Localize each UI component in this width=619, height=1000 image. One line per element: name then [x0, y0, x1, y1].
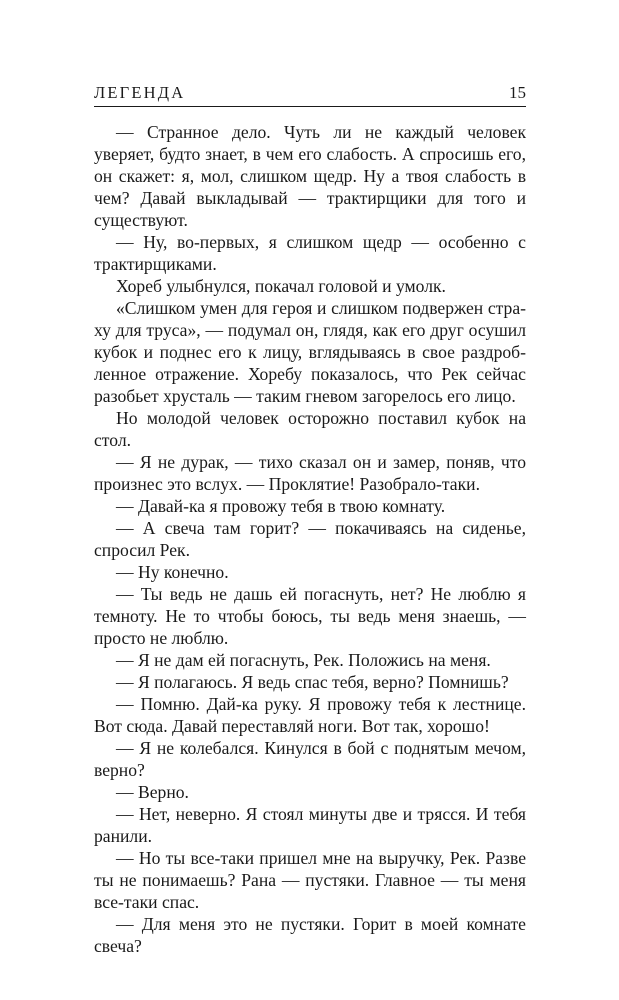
paragraph: — Верно. — [116, 782, 189, 802]
paragraph: — Я не дам ей погаснуть, Рек. Положись на меня. — [116, 650, 491, 670]
paragraph: — Я не колебался. Кинулся в бой с поднятым мечом, верно? — [94, 738, 526, 780]
paragraph: — Давай-ка я провожу тебя в твою комнату. — [116, 496, 446, 516]
paragraph: — Ну конечно. — [116, 562, 229, 582]
paragraph: — Помню. Дай-ка руку. Я провожу тебя к лестнице. Вот сюда. Давай переставляй ноги. Вот так, хорошо! — [94, 694, 526, 736]
header-rule — [94, 106, 526, 107]
page-header — [94, 80, 526, 110]
paragraph: — Ну, во-первых, я слишком щедр — особенно с трактирщиками. — [94, 232, 526, 274]
paragraph: — А свеча там горит? — покачиваясь на сиденье, спросил Рек. — [94, 518, 526, 560]
page-number: 15 — [509, 83, 526, 102]
paragraph: — Я полагаюсь. Я ведь спас тебя, верно? Помнишь? — [116, 672, 509, 692]
paragraph: «Слишком умен для героя и слишком подвержен страху для труса», — подумал он, глядя, как его друг осушил кубок и поднес его к лицу, вглядываясь в свое раздробленное отражение. Хоребу показалось, что Рек сейчас разобьет хрусталь — таким гневом загорелось его лицо. — [94, 298, 526, 406]
running-head: ЛЕГЕНДА — [94, 83, 186, 102]
paragraph: — Я не дурак, — тихо сказал он и замер, поняв, что произнес это вслух. — Проклятие! Разобрало-таки. — [94, 452, 526, 494]
paragraph: Хореб улыбнулся, покачал головой и умолк. — [116, 276, 446, 296]
paragraph: — Для меня это не пустяки. Горит в моей комнате свеча? — [94, 914, 526, 956]
paragraph: — Но ты все-таки пришел мне на выручку, Рек. Разве ты не понимаешь? Рана — пустяки. Главное — ты меня все-таки спас. — [94, 848, 526, 912]
paragraph: — Странное дело. Чуть ли не каждый человек уверяет, будто знает, в чем его слабость. А спросишь его, он скажет: я, мол, слишком щедр. Ну а твоя слабость в чем? Давай выкладывай — трактирщики для того и существуют. — [94, 122, 526, 230]
paragraph: — Ты ведь не дашь ей погаснуть, нет? Не люблю я темноту. Не то чтобы боюсь, ты ведь меня знаешь, — просто не люблю. — [94, 584, 526, 648]
paragraph: Но молодой человек осторожно поставил кубок на стол. — [94, 408, 526, 450]
paragraph: — Нет, неверно. Я стоял минуты две и трясся. И тебя ранили. — [94, 804, 526, 846]
body-text — [94, 121, 526, 957]
